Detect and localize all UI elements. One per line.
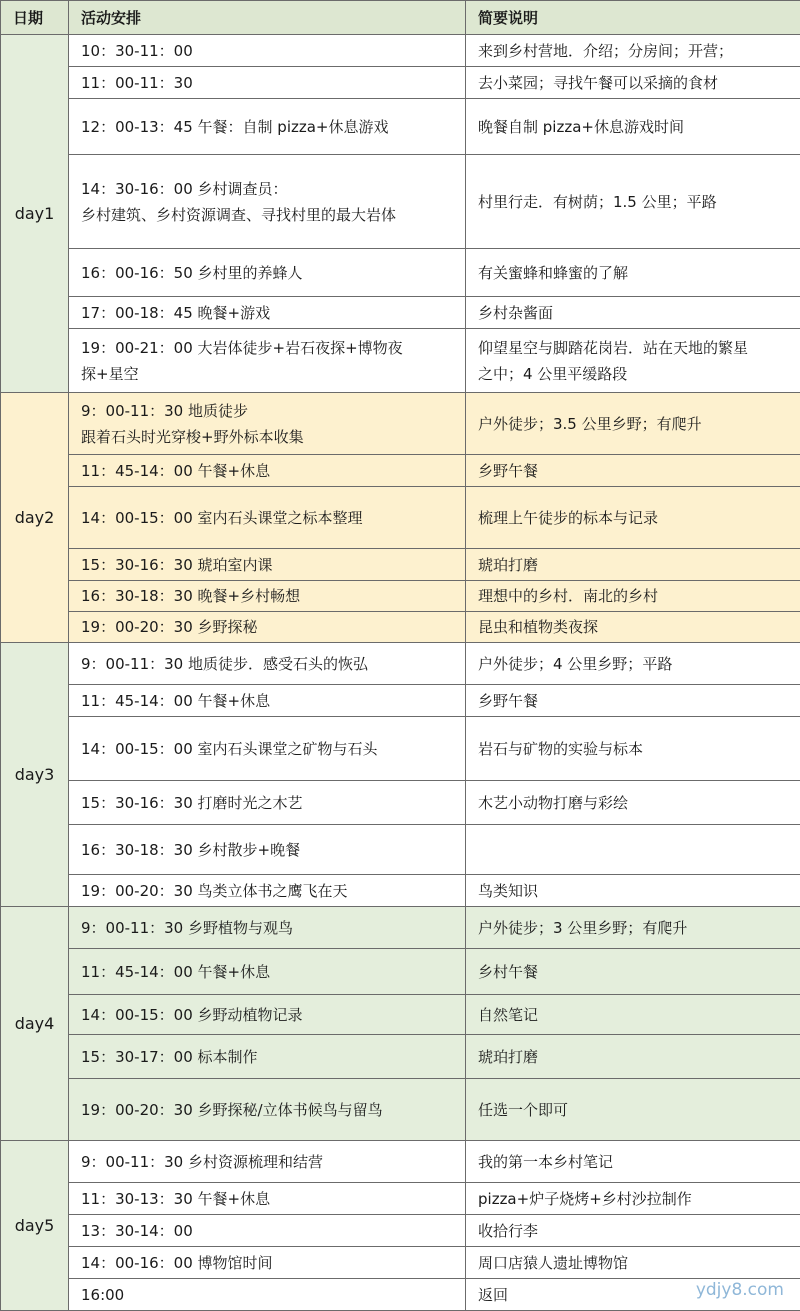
table-row [1,455,800,487]
table-row [1,487,800,549]
activity-cell: 9：00-11：30 乡村资源梳理和结营 [69,1141,466,1183]
table-row [1,781,800,825]
description-cell: 我的第一本乡村笔记 [466,1141,800,1183]
description-cell [466,825,800,875]
description-cell: 收拾行李 [466,1215,800,1247]
description-cell: 自然笔记 [466,995,800,1035]
table-row [1,1279,800,1311]
activity-cell: 11：00-11：30 [69,67,466,99]
description-cell: 木艺小动物打磨与彩绘 [466,781,800,825]
table-row [1,35,800,67]
activity-cell: 19：00-20：30 鸟类立体书之鹰飞在天 [69,875,466,907]
activity-cell [69,155,466,249]
day4-group [1,907,800,1141]
description-cell: 户外徒步；4 公里乡野；平路 [466,643,800,685]
activity-cell: 16：00-16：50 乡村里的养蜂人 [69,249,466,297]
day-label: day5 [1,1141,69,1311]
day2-group [1,393,800,643]
activity-cell: 14：00-15：00 乡野动植物记录 [69,995,466,1035]
description-cell: 乡野午餐 [466,685,800,717]
table-row [1,581,800,612]
description-cell: 返回 [466,1279,800,1311]
activity-line: 9：00-11：30 地质徒步 [81,398,453,424]
activity-cell: 14：00-15：00 室内石头课堂之标本整理 [69,487,466,549]
activity-line: 19：00-21：00 大岩体徒步+岩石夜探+博物夜 [81,335,453,361]
watermark: ydjy8.com [696,1280,784,1300]
activity-line: 14：30-16：00 乡村调查员： [81,176,453,202]
table-row [1,67,800,99]
table-row [1,155,800,249]
description-cell: 岩石与矿物的实验与标本 [466,717,800,781]
activity-cell [69,329,466,393]
table-row [1,1141,800,1183]
activity-cell: 19：00-20：30 乡野探秘 [69,612,466,643]
table-row [1,1035,800,1079]
description-cell: 周口店猿人遗址博物馆 [466,1247,800,1279]
activity-cell [69,393,466,455]
activity-cell: 11：30-13：30 午餐+休息 [69,1183,466,1215]
day3-group [1,643,800,907]
table-row [1,875,800,907]
activity-cell: 16:00 [69,1279,466,1311]
activity-line: 乡村建筑、乡村资源调查、寻找村里的最大岩体 [81,202,453,228]
table-row [1,99,800,155]
activity-cell: 14：00-16：00 博物馆时间 [69,1247,466,1279]
table-row [1,612,800,643]
description-cell: 梳理上午徒步的标本与记录 [466,487,800,549]
activity-cell: 13：30-14：00 [69,1215,466,1247]
description-cell [466,329,800,393]
description-cell: 晚餐自制 pizza+休息游戏时间 [466,99,800,155]
activity-cell: 11：45-14：00 午餐+休息 [69,685,466,717]
description-cell: 来到乡村营地．介绍；分房间；开营； [466,35,800,67]
activity-line: 跟着石头时光穿梭+野外标本收集 [81,424,453,450]
activity-cell: 9：00-11：30 地质徒步．感受石头的恢弘 [69,643,466,685]
table-row [1,995,800,1035]
description-cell: 琥珀打磨 [466,1035,800,1079]
table-row [1,1247,800,1279]
activity-cell: 11：45-14：00 午餐+休息 [69,455,466,487]
description-line: 之中；4 公里平缓路段 [478,361,788,387]
description-cell: 鸟类知识 [466,875,800,907]
description-cell: 乡野午餐 [466,455,800,487]
activity-cell: 17：00-18：45 晚餐+游戏 [69,297,466,329]
description-cell: 昆虫和植物类夜探 [466,612,800,643]
description-cell: 去小菜园；寻找午餐可以采摘的食材 [466,67,800,99]
activity-cell: 12：00-13：45 午餐：自制 pizza+休息游戏 [69,99,466,155]
description-cell: 乡村午餐 [466,949,800,995]
day5-group [1,1141,800,1311]
description-cell: 有关蜜蜂和蜂蜜的了解 [466,249,800,297]
description-cell: 理想中的乡村．南北的乡村 [466,581,800,612]
day-label: day1 [1,35,69,393]
table-row [1,685,800,717]
description-line: 仰望星空与脚踏花岗岩．站在天地的繁星 [478,335,788,361]
description-cell: 户外徒步；3.5 公里乡野；有爬升 [466,393,800,455]
table-row [1,1215,800,1247]
day-label: day3 [1,643,69,907]
table-row [1,393,800,455]
activity-cell: 10：30-11：00 [69,35,466,67]
description-cell: 任选一个即可 [466,1079,800,1141]
activity-cell: 14：00-15：00 室内石头课堂之矿物与石头 [69,717,466,781]
table-row [1,949,800,995]
activity-cell: 15：30-17：00 标本制作 [69,1035,466,1079]
description-cell: 乡村杂酱面 [466,297,800,329]
activity-cell: 9：00-11：30 乡野植物与观鸟 [69,907,466,949]
table-row [1,297,800,329]
activity-line: 探+星空 [81,361,453,387]
day-label: day2 [1,393,69,643]
description-cell: 村里行走．有树荫；1.5 公里；平路 [466,155,800,249]
day-label: day4 [1,907,69,1141]
activity-cell: 15：30-16：30 琥珀室内课 [69,549,466,581]
table-row [1,825,800,875]
table-row [1,329,800,393]
description-cell: 琥珀打磨 [466,549,800,581]
header-row [1,1,800,35]
description-cell: 户外徒步；3 公里乡野；有爬升 [466,907,800,949]
table-row [1,1183,800,1215]
header-activity: 活动安排 [69,1,466,35]
header-description: 简要说明 [466,1,800,35]
activity-cell: 19：00-20：30 乡野探秘/立体书候鸟与留鸟 [69,1079,466,1141]
table-row [1,549,800,581]
table-row [1,717,800,781]
table-row [1,249,800,297]
table-row [1,907,800,949]
activity-cell: 16：30-18：30 乡村散步+晚餐 [69,825,466,875]
activity-cell: 16：30-18：30 晚餐+乡村畅想 [69,581,466,612]
activity-cell: 11：45-14：00 午餐+休息 [69,949,466,995]
header-date: 日期 [1,1,69,35]
table-row [1,643,800,685]
description-cell: pizza+炉子烧烤+乡村沙拉制作 [466,1183,800,1215]
table-row [1,1079,800,1141]
day1-group [1,35,800,393]
activity-cell: 15：30-16：30 打磨时光之木艺 [69,781,466,825]
